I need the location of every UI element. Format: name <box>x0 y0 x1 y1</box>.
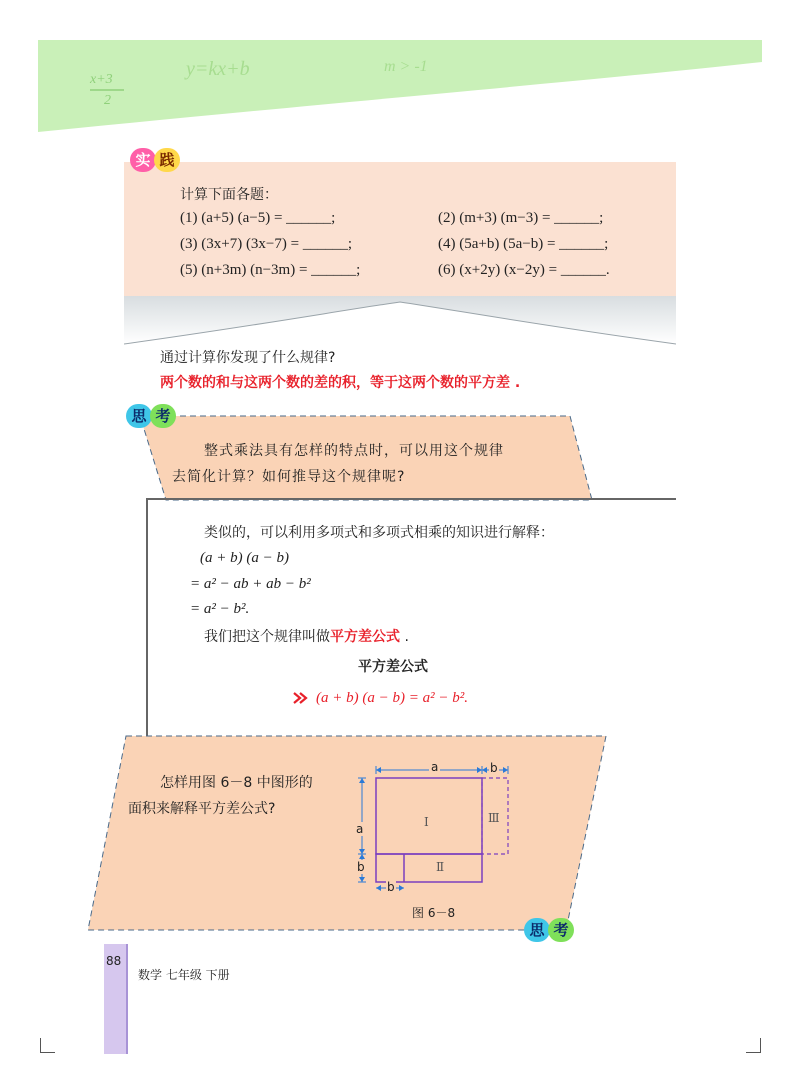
explain-naming-term: 平方差公式 <box>330 629 400 645</box>
practice-problem-6: (6) (x+2y) (x−2y) = ______. <box>438 262 610 278</box>
geometry-badge-char-1: 思 <box>524 918 550 942</box>
diagram-region-1-label: Ⅰ <box>424 815 429 829</box>
header-banner <box>38 40 762 132</box>
formula-expression: (a + b) (a − b) = a² − b². <box>316 690 468 706</box>
crop-mark-bottom-left <box>40 1038 55 1053</box>
think-badge-char-2: 考 <box>150 404 176 428</box>
discover-question: 通过计算你发现了什么规律? <box>160 350 336 366</box>
diagram-label-b-top: b <box>490 761 498 775</box>
banner-fraction-numerator: x+3 <box>90 72 113 87</box>
crop-mark-bottom-right <box>746 1038 761 1053</box>
page-tab-edge <box>126 944 128 1054</box>
diagram-caption: 图 6－8 <box>412 906 456 920</box>
diagram-label-b-left: b <box>357 860 365 874</box>
geometry-question-line-2: 面积来解释平方差公式? <box>128 801 276 817</box>
explain-naming-suffix: . <box>400 629 409 645</box>
practice-problem-4: (4) (5a+b) (5a−b) = ______; <box>438 236 609 252</box>
explain-step-1: (a + b) (a − b) <box>200 550 289 566</box>
discover-answer: 两个数的和与这两个数的差的积，等于这两个数的平方差 . <box>160 375 521 391</box>
diagram-label-a-top: a <box>431 760 439 774</box>
explain-step-2: = a² − ab + ab − b² <box>190 576 311 592</box>
diagram-label-a-left: a <box>356 822 364 836</box>
diagram-label-b-bottom: b <box>387 880 395 894</box>
banner-fraction-denominator: 2 <box>104 93 111 108</box>
think-line-2: 去简化计算？如何推导这个规律呢? <box>172 469 406 485</box>
practice-problem-2: (2) (m+3) (m−3) = ______; <box>438 210 604 226</box>
formula-arrow-icon <box>292 690 310 706</box>
practice-badge-char-1: 实 <box>130 148 156 172</box>
banner-equation: y=kx+b <box>186 58 250 80</box>
practice-problem-1: (1) (a+5) (a−5) = ______; <box>180 210 336 226</box>
practice-badge-char-2: 践 <box>154 148 180 172</box>
practice-badge <box>130 148 180 172</box>
geometry-badge-char-2: 考 <box>548 918 574 942</box>
geometry-box <box>86 734 608 932</box>
area-diagram <box>350 760 520 900</box>
practice-box-shadow <box>124 296 676 346</box>
diagram-region-2-rect <box>376 854 482 882</box>
diagram-region-2-label: Ⅱ <box>436 860 445 874</box>
practice-problem-3: (3) (3x+7) (3x−7) = ______; <box>180 236 353 252</box>
explain-naming <box>204 626 409 646</box>
think-badge-char-1: 思 <box>126 404 152 428</box>
explain-naming-prefix: 我们把这个规律叫做 <box>204 629 330 645</box>
think-badge <box>126 404 176 428</box>
diagram-region-1-rect <box>376 778 482 854</box>
diagram-region-3-label: Ⅲ <box>488 811 500 825</box>
geometry-question-line-1: 怎样用图 6－8 中图形的 <box>160 775 313 791</box>
explain-intro: 类似的，可以利用多项式和多项式相乘的知识进行解释： <box>204 525 554 541</box>
book-title: 数学 七年级 下册 <box>138 968 230 982</box>
banner-inequality: m > -1 <box>384 58 428 75</box>
explain-step-3: = a² − b². <box>190 601 250 617</box>
formula-title: 平方差公式 <box>358 659 428 675</box>
geometry-think-badge <box>524 918 574 942</box>
think-line-1: 整式乘法具有怎样的特点时，可以用这个规律 <box>204 443 504 459</box>
practice-intro: 计算下面各题： <box>180 187 278 203</box>
page-number: 88 <box>106 954 122 968</box>
practice-problem-5: (5) (n+3m) (n−3m) = ______; <box>180 262 361 278</box>
